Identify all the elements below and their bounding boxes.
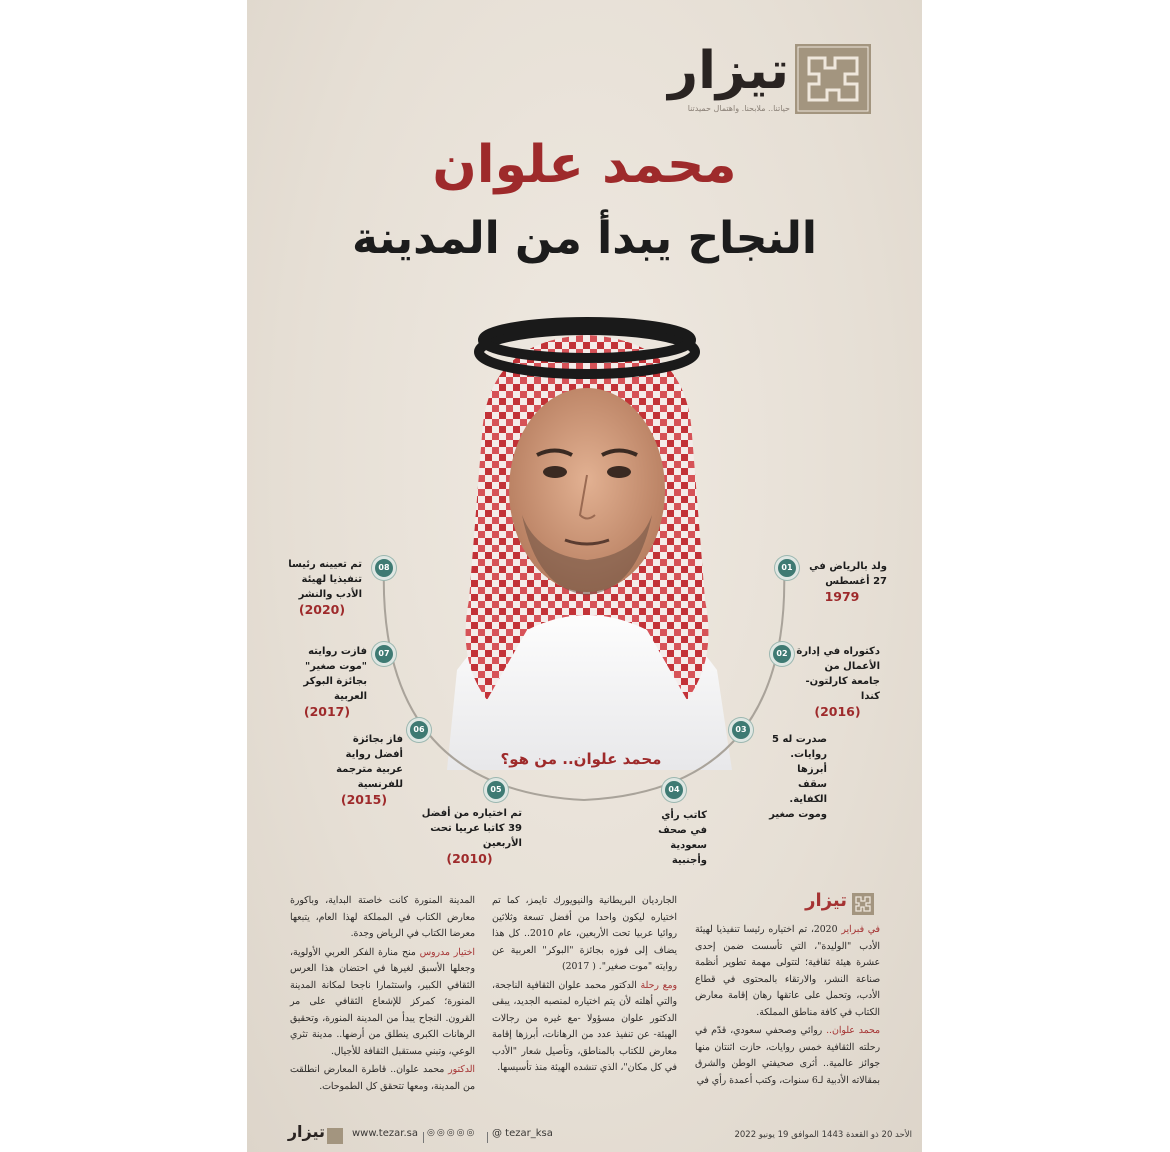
paragraph: الدكتور محمد علوان.. قاطرة المعارض انطلقت من المدينة، ومعها تتحقق كل الطموحات.	[290, 1064, 475, 1092]
section-logo-icon	[852, 893, 874, 915]
timeline-item-01	[797, 559, 887, 604]
timeline-item-07	[287, 644, 367, 719]
timeline-dot-02: 02	[770, 642, 794, 666]
footer	[247, 1120, 922, 1152]
timeline-heading: محمد علوان.. من هو؟	[500, 750, 662, 768]
footer-date: الأحد 20 ذو القعدة 1443 الموافق 19 يونيو 2022	[734, 1130, 912, 1140]
headline-name: محمد علوان	[432, 135, 737, 195]
paragraph: ومع رحلة الدكتور محمد علوان الثقافية الناجحة، والتي أهلته لأن يتم اختياره لمنصبه الجديد، يبقى الدكتور علوان مسؤولا -مع غيره من رجالات الهيئة- عن تنفيذ عدد من الرهانات، أبرزها إقامة معارض للكتاب بالمناطق، وتأصيل شعار "الأدب في كل مكان"، الذي تنشده الهيئة منذ تأسيسها.	[492, 979, 677, 1073]
article-column-3	[290, 893, 475, 1097]
paragraph: المدينة المنورة كانت خاصتة البداية، وباكورة معارض الكتاب في المملكة لهذا العام، يتبعها معرضا الكتاب في الرياض وجدة.	[290, 895, 475, 939]
timeline-item-08	[282, 557, 362, 617]
brand-name: تيزار	[668, 41, 789, 101]
timeline-item-text: كاتب رأي في صحف سعودية وأجنبية	[658, 810, 707, 866]
timeline-arc	[247, 0, 922, 860]
paragraph: في فبراير 2020، تم اختياره رئيسا تنفيذيا لهيئة الأدب "الوليدة"، التي تأسست ضمن إحدى عشرة هيئة ثقافية؛ لتتولى مهمة تطوير أنظمة صناعة النشر، والارتقاء بالمحتوى في قطاع الأدب، وتحمل على عاتقها رهان إقامة معارض الكتاب في كافة مناطق المملكة.	[695, 924, 881, 1018]
timeline-item-text: صدرت له 5 روايات. أبرزها سقف الكفاية. وموت صغير	[769, 734, 827, 820]
timeline-item-03	[767, 732, 827, 822]
timeline-item-year: (2010)	[446, 851, 493, 866]
timeline-item-text: فازت روايته "موت صغير" بجائزة البوكر العربية	[303, 646, 367, 702]
timeline-item-02	[795, 644, 880, 719]
timeline-item-year: (2016)	[814, 704, 861, 719]
paragraph: اختيار مدروس منح منارة الفكر العربي الأولوية، وجعلها الأسبق لغيرها في احتضان هذا العرس الثقافي الكبير، واستثمارا ناجحا لمكانة المدينة المنورة؛ كمركز للإشعاع الثقافي على مر القرون. النجاح يبدأ من المدينة المنورة، وتحقيق الرهانات الكبرى ينطلق من أرضها.. مدينة تثري الوعي، وتبني مستقبل الثقافة للأجيال.	[290, 946, 475, 1057]
footer-divider	[487, 1132, 488, 1143]
timeline-dot-06: 06	[407, 718, 431, 742]
footer-logo-text: تيزار	[287, 1122, 325, 1141]
timeline-item-05	[417, 806, 522, 866]
timeline-item-text: دكتوراه في إدارة الأعمال من جامعة كارلتون- كندا	[796, 646, 880, 702]
instagram-icon[interactable]: ◎	[436, 1128, 447, 1138]
footer-logo-icon	[327, 1128, 343, 1144]
timeline-item-year: (2015)	[340, 792, 388, 807]
paragraph: محمد علوان.. روائي وصحفي سعودي، قدّم في رحلته الثقافية خمس روايات، حازت اثنتان منها جوائز عالمية.. أثرى صحيفتي الوطن والشرق بمقالاته الأدبية لـ6 سنوات، وكتب أعمدة رأي في	[695, 1025, 880, 1086]
timeline-dot-01: 01	[775, 556, 799, 580]
timeline-dot-03: 03	[729, 718, 753, 742]
snapchat-icon[interactable]: ◎	[427, 1128, 437, 1138]
timeline-item-text: ولد بالرياض في 27 أغسطس	[809, 561, 887, 587]
footer-website-link[interactable]: www.tezar.sa	[352, 1128, 418, 1139]
section-title: تيزار	[805, 890, 847, 911]
timeline-dot-08: 08	[372, 556, 396, 580]
footer-social-icons	[427, 1128, 487, 1138]
timeline-item-year: (2020)	[298, 602, 346, 617]
article-column-1	[695, 922, 880, 1091]
timeline-item-text: تم تعيينه رئيسا تنفيذيا لهيئة الأدب والنشر	[288, 559, 362, 600]
timeline-item-text: تم اختياره من أفضل 39 كاتبا عربيا تحت الأربعين	[421, 808, 522, 849]
twitter-icon[interactable]: ◎	[446, 1128, 457, 1138]
article-column-2	[492, 893, 677, 1079]
youtube-icon[interactable]: ◎	[456, 1128, 467, 1138]
headline-subtitle: النجاح يبدأ من المدينة	[352, 213, 817, 264]
footer-social-handle[interactable]: @ tezar_ksa	[492, 1128, 553, 1139]
timeline-item-year: 1979	[824, 589, 860, 604]
timeline-item-04	[647, 808, 707, 868]
facebook-icon[interactable]: ◎	[466, 1128, 477, 1138]
timeline-item-text: فاز بجائزة أفضل رواية عربية مترجمة للفرنسية	[336, 734, 403, 790]
timeline-dot-07: 07	[372, 642, 396, 666]
poster-page	[247, 0, 922, 1152]
brand-tagline: حياتنا.. ملابحنا. واهتمال حميدتنا	[687, 104, 790, 113]
timeline-dot-05: 05	[484, 778, 508, 802]
timeline-item-06	[325, 732, 403, 807]
timeline-dot-04: 04	[662, 778, 686, 802]
paragraph: الجارديان البريطانية والنيويورك تايمز، كما تم اختياره ليكون واحدا من أفضل تسعة وثلاثين روائيا عربيا تحت الأربعين، عام 2010.. كل هذا يضاف إلى فوزه بجائزة "البوكر" العربية عن روايته "موت صغير". ( 2017)	[492, 895, 678, 972]
footer-divider	[423, 1132, 424, 1143]
timeline-item-year: (2017)	[303, 704, 351, 719]
